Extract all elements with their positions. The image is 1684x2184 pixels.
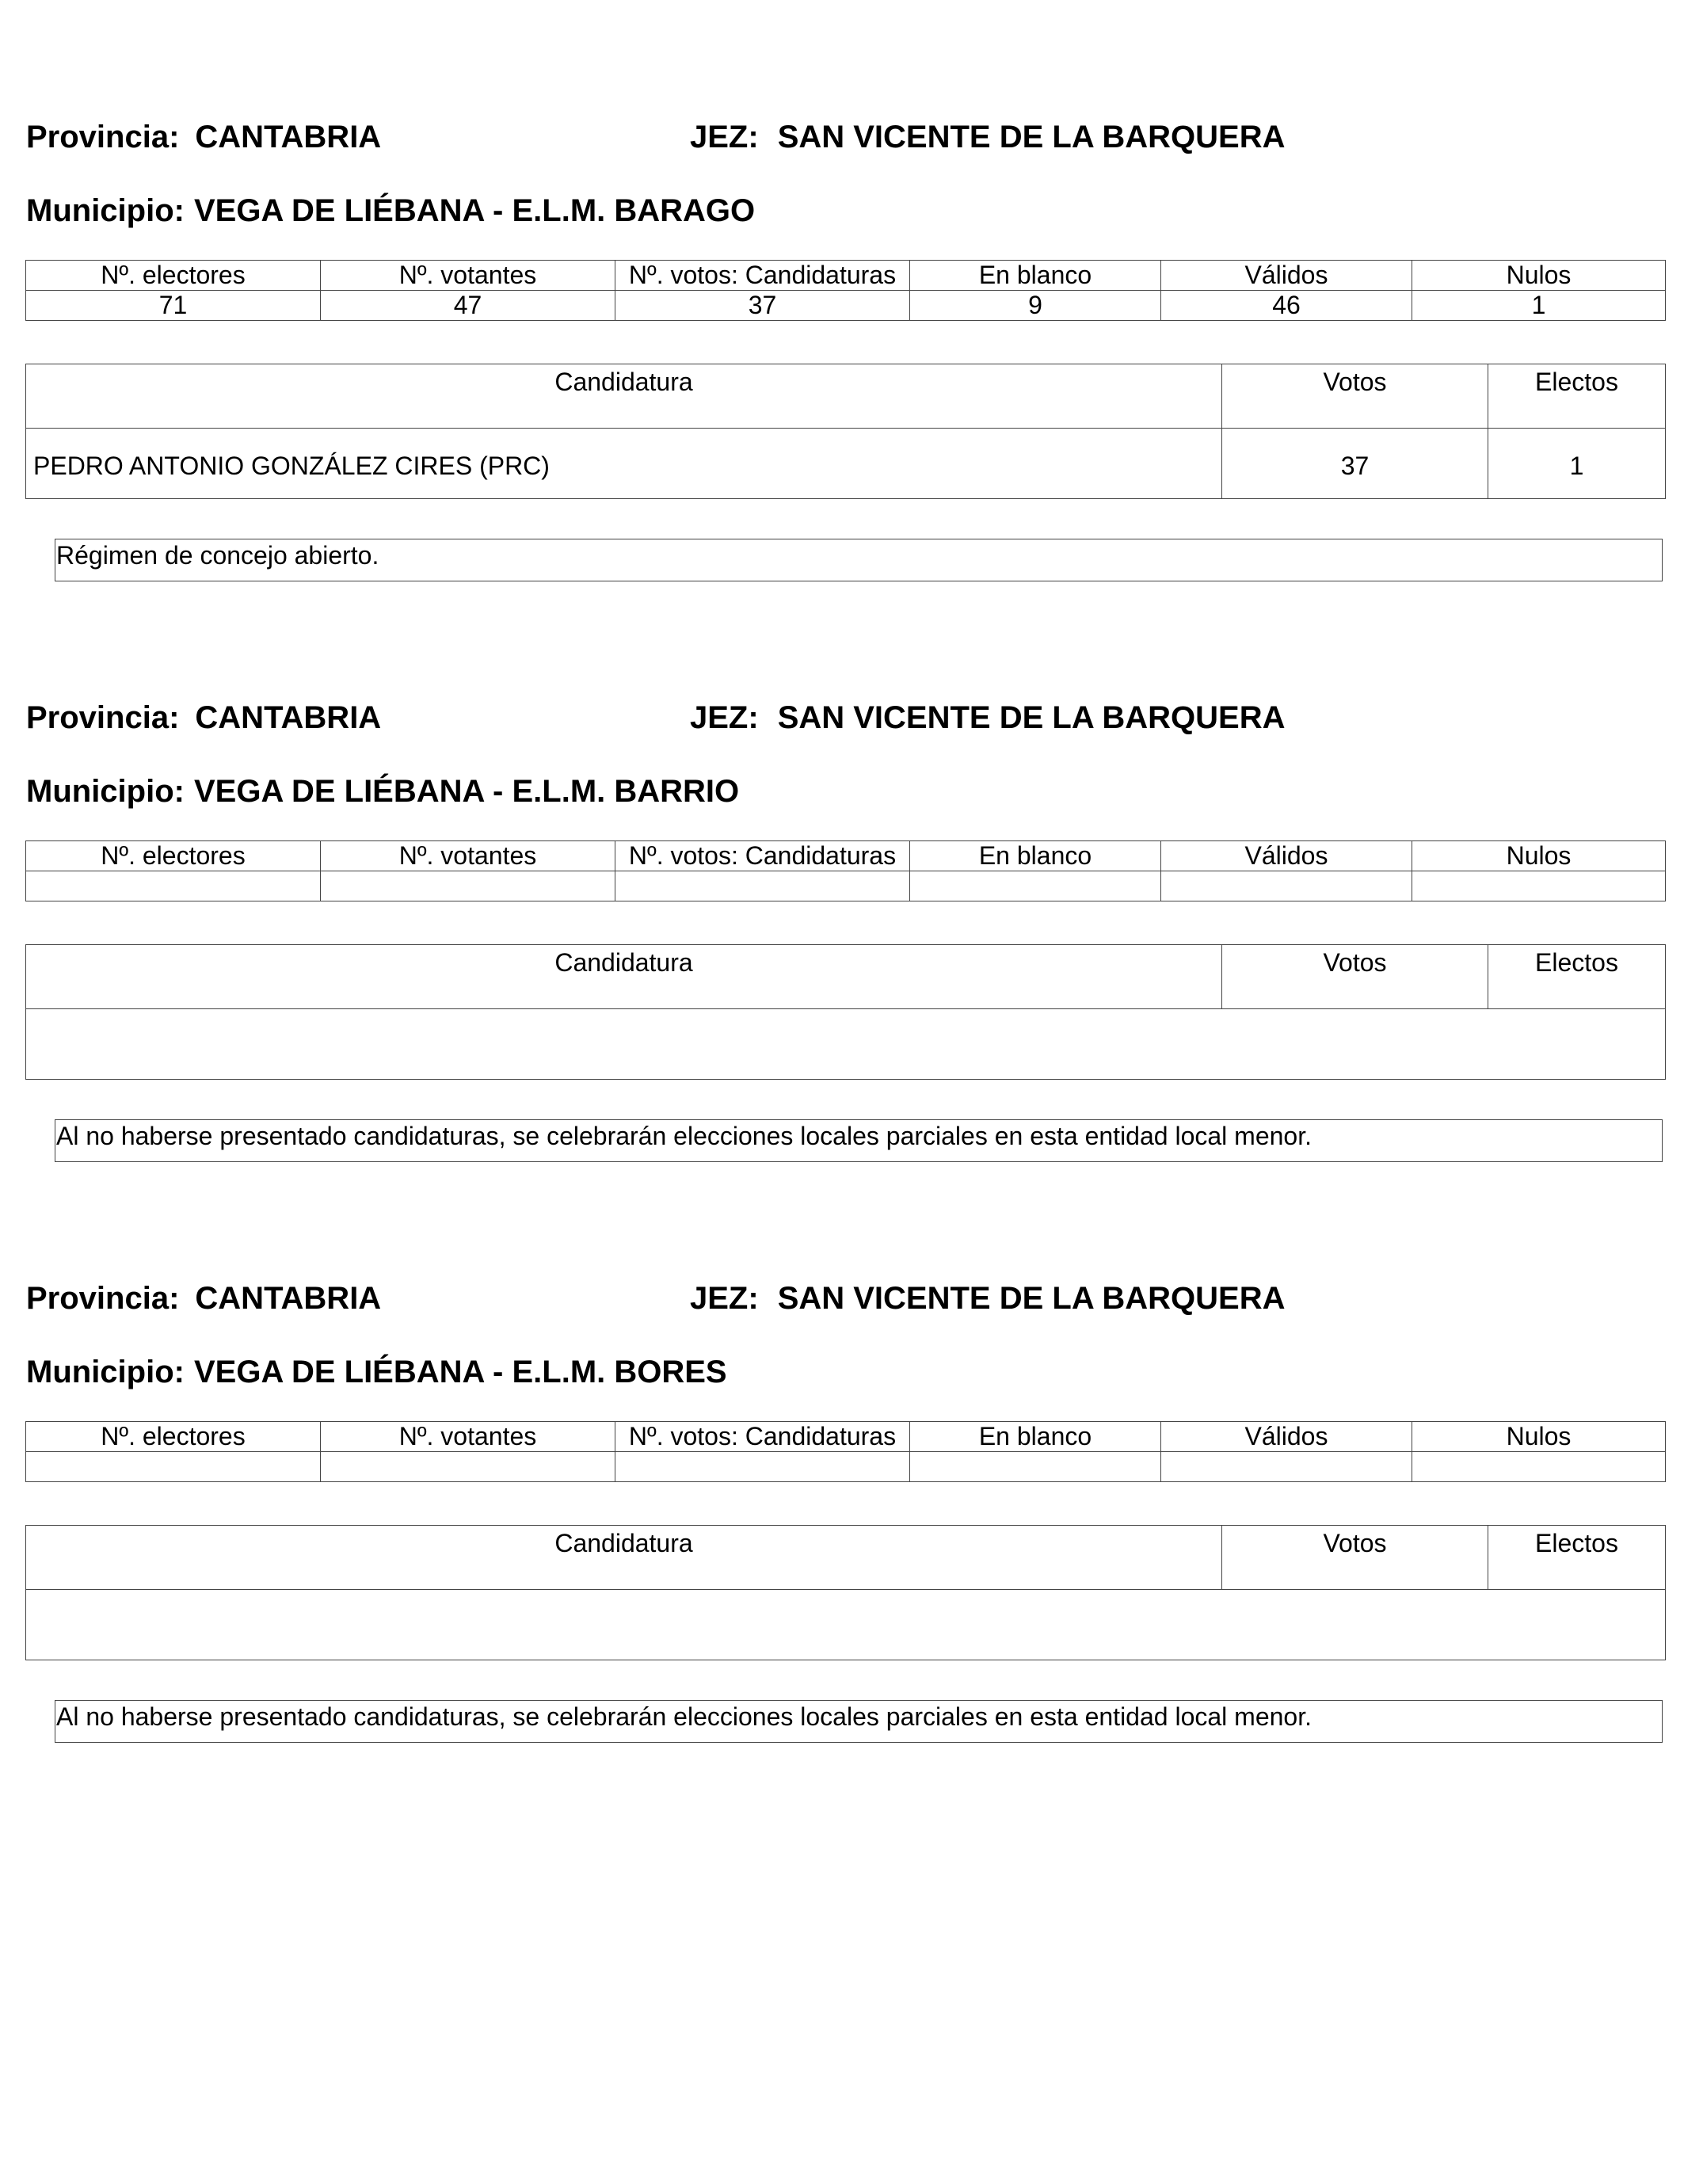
- stats-header-nulos: Nulos: [1412, 1422, 1666, 1452]
- stats-header-row: [26, 261, 1666, 291]
- electos-header: Electos: [1488, 945, 1666, 1009]
- stats-header-votos-candidaturas: Nº. votos: Candidaturas: [615, 841, 910, 871]
- votos-header: Votos: [1222, 1526, 1488, 1590]
- candidatura-header: Candidatura: [26, 364, 1222, 429]
- stats-header-en-blanco: En blanco: [910, 261, 1161, 291]
- municipio-label: Municipio:: [26, 774, 185, 809]
- municipio-value: VEGA DE LIÉBANA - E.L.M. BARAGO: [193, 193, 756, 228]
- stats-header-votantes: Nº. votantes: [321, 1422, 615, 1452]
- stats-value-electores: 71: [26, 291, 321, 321]
- stats-value-electores: [26, 871, 321, 901]
- stats-header-votantes: Nº. votantes: [321, 261, 615, 291]
- stats-value-validos: [1161, 871, 1412, 901]
- candidaturas-table: [25, 364, 1666, 499]
- stats-table: [25, 260, 1666, 321]
- electos-header: Electos: [1488, 1526, 1666, 1590]
- jez-line: [690, 118, 1285, 156]
- provincia-label: Provincia:: [26, 700, 180, 735]
- stats-value-votos-candidaturas: 37: [615, 291, 910, 321]
- stats-value-validos: [1161, 1452, 1412, 1482]
- municipio-value: VEGA DE LIÉBANA - E.L.M. BORES: [193, 1355, 727, 1389]
- stats-header-en-blanco: En blanco: [910, 841, 1161, 871]
- candidatura-name: PEDRO ANTONIO GONZÁLEZ CIRES (PRC): [26, 429, 1222, 499]
- results-section-barago: [0, 0, 1684, 586]
- jez-label: JEZ:: [690, 700, 759, 735]
- results-section-barrio: [0, 581, 1684, 1167]
- candidatura-name: [26, 1009, 1666, 1080]
- stats-value-votantes: 47: [321, 291, 615, 321]
- candidatura-header: Candidatura: [26, 945, 1222, 1009]
- stats-value-nulos: [1412, 871, 1666, 901]
- stats-value-row: [26, 291, 1666, 321]
- section-note: Régimen de concejo abierto.: [55, 539, 1663, 581]
- provincia-value: CANTABRIA: [195, 1281, 382, 1316]
- candidaturas-table: [25, 944, 1666, 1080]
- results-section-bores: [0, 1161, 1684, 1748]
- stats-value-row: [26, 1452, 1666, 1482]
- municipio-label: Municipio:: [26, 193, 185, 228]
- provincia-label: Provincia:: [26, 1281, 180, 1316]
- stats-header-row: [26, 841, 1666, 871]
- candidaturas-table: [25, 1525, 1666, 1660]
- stats-value-en-blanco: 9: [910, 291, 1161, 321]
- stats-value-votos-candidaturas: [615, 1452, 910, 1482]
- stats-header-electores: Nº. electores: [26, 841, 321, 871]
- candidaturas-header-row: [26, 364, 1666, 429]
- stats-value-votantes: [321, 871, 615, 901]
- candidatura-header: Candidatura: [26, 1526, 1222, 1590]
- stats-header-electores: Nº. electores: [26, 1422, 321, 1452]
- stats-value-electores: [26, 1452, 321, 1482]
- candidatura-name: [26, 1590, 1666, 1660]
- stats-header-en-blanco: En blanco: [910, 1422, 1161, 1452]
- candidatura-votos: 37: [1222, 429, 1488, 499]
- stats-header-votos-candidaturas: Nº. votos: Candidaturas: [615, 261, 910, 291]
- provincia-line: [26, 1279, 381, 1317]
- jez-value: SAN VICENTE DE LA BARQUERA: [777, 120, 1286, 154]
- jez-label: JEZ:: [690, 120, 759, 154]
- jez-line: [690, 1279, 1285, 1317]
- jez-value: SAN VICENTE DE LA BARQUERA: [777, 1281, 1286, 1316]
- candidaturas-header-row: [26, 1526, 1666, 1590]
- electos-header: Electos: [1488, 364, 1666, 429]
- stats-header-validos: Válidos: [1161, 261, 1412, 291]
- provincia-value: CANTABRIA: [195, 700, 382, 735]
- section-note: Al no haberse presentado candidaturas, se celebrarán elecciones locales parciales en esta entidad local menor.: [55, 1700, 1663, 1743]
- stats-header-nulos: Nulos: [1412, 261, 1666, 291]
- stats-value-en-blanco: [910, 871, 1161, 901]
- provincia-label: Provincia:: [26, 120, 180, 154]
- stats-header-votantes: Nº. votantes: [321, 841, 615, 871]
- stats-value-nulos: [1412, 1452, 1666, 1482]
- candidatura-row: [26, 1590, 1666, 1660]
- section-note: Al no haberse presentado candidaturas, se celebrarán elecciones locales parciales en esta entidad local menor.: [55, 1119, 1663, 1162]
- provincia-line: [26, 118, 381, 156]
- municipio-line: [26, 772, 739, 810]
- stats-value-validos: 46: [1161, 291, 1412, 321]
- candidatura-electos: 1: [1488, 429, 1666, 499]
- jez-value: SAN VICENTE DE LA BARQUERA: [777, 700, 1286, 735]
- jez-label: JEZ:: [690, 1281, 759, 1316]
- stats-value-nulos: 1: [1412, 291, 1666, 321]
- stats-value-votantes: [321, 1452, 615, 1482]
- municipio-line: [26, 1353, 727, 1391]
- stats-header-nulos: Nulos: [1412, 841, 1666, 871]
- municipio-line: [26, 192, 755, 230]
- candidatura-row: [26, 1009, 1666, 1080]
- candidaturas-header-row: [26, 945, 1666, 1009]
- stats-table: [25, 1421, 1666, 1482]
- stats-value-votos-candidaturas: [615, 871, 910, 901]
- stats-header-votos-candidaturas: Nº. votos: Candidaturas: [615, 1422, 910, 1452]
- provincia-line: [26, 699, 381, 737]
- jez-line: [690, 699, 1285, 737]
- stats-table: [25, 840, 1666, 901]
- stats-value-en-blanco: [910, 1452, 1161, 1482]
- stats-value-row: [26, 871, 1666, 901]
- municipio-value: VEGA DE LIÉBANA - E.L.M. BARRIO: [193, 774, 740, 809]
- stats-header-row: [26, 1422, 1666, 1452]
- provincia-value: CANTABRIA: [195, 120, 382, 154]
- votos-header: Votos: [1222, 364, 1488, 429]
- municipio-label: Municipio:: [26, 1355, 185, 1389]
- stats-header-validos: Válidos: [1161, 1422, 1412, 1452]
- stats-header-validos: Válidos: [1161, 841, 1412, 871]
- candidatura-row: [26, 429, 1666, 499]
- stats-header-electores: Nº. electores: [26, 261, 321, 291]
- votos-header: Votos: [1222, 945, 1488, 1009]
